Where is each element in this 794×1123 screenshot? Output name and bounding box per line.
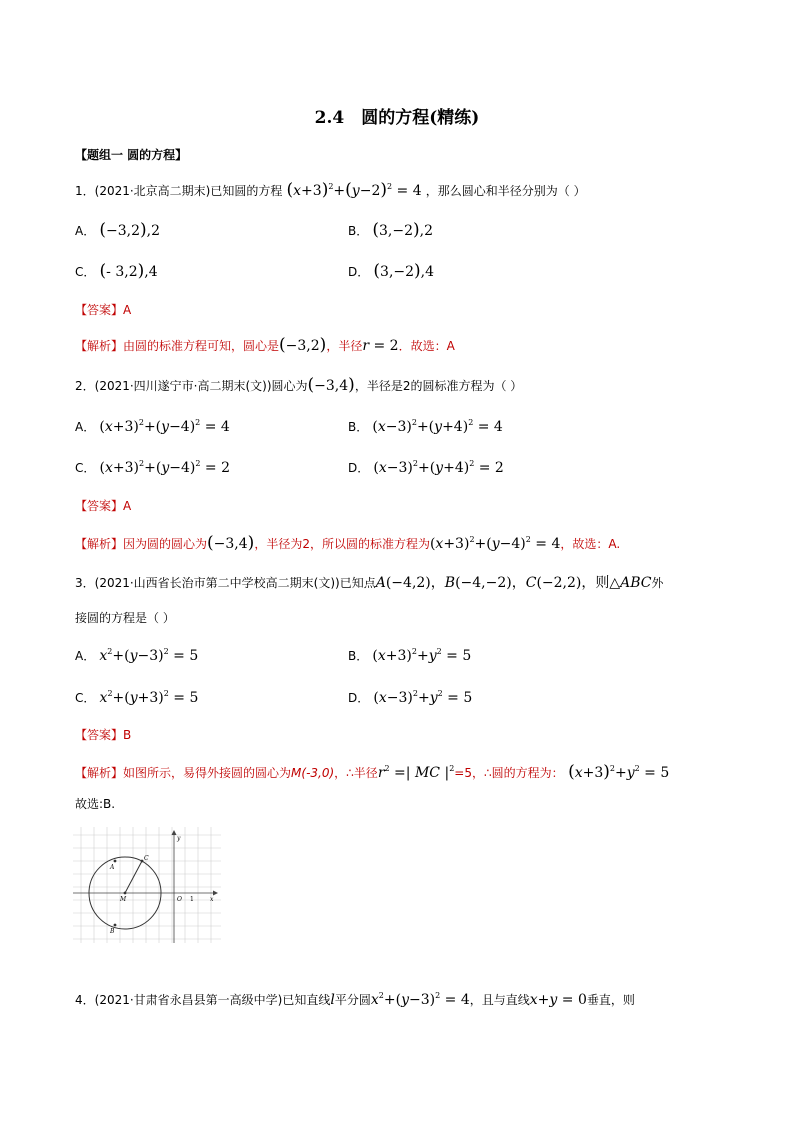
- question-4-stem: 4．(2021·甘肃省永昌县第一高级中学)已知直线l平分圆$x^2+(y-3)^2 = 4$，且与直线x+y = 0垂直，则: [75, 991, 635, 1008]
- option-letter: D．: [348, 265, 370, 279]
- question-3-stem: 3．(2021·山西省长治市第二中学校高二期末(文))已知点A(−4,2)，B(−4,−2)，C(−2,2)，则△ABC外: [75, 575, 664, 591]
- label-x: x: [210, 896, 214, 903]
- q1-analysis: 【解析】由圆的标准方程可知，圆心是(−3,2)，半径r = 2．故选：A: [75, 335, 455, 355]
- question-3-stem-line2: [75, 609, 175, 628]
- q1-equation: $(x+3)^2+(y-2)^2 = 4$: [286, 180, 422, 200]
- group-heading: 【题组一 圆的方程】: [75, 148, 188, 162]
- label-c: C: [144, 855, 149, 862]
- figure-grid: [73, 827, 221, 943]
- option-value: (−3,2),2: [99, 220, 160, 240]
- option-value: (3,−2),2: [372, 220, 434, 240]
- question-2-stem: 2．(2021·四川遂宁市·高二期末(文))圆心为(−3,4)，半径是2的圆标准方程为（ ）: [75, 375, 523, 395]
- label-o: O: [177, 896, 182, 903]
- q2-stem-suffix: ，半径是2的圆标准方程为（ ）: [354, 379, 523, 393]
- x-axis-arrow: [213, 891, 218, 896]
- q4-stem-mid: 平分圆: [334, 993, 371, 1007]
- q4-stem-suffix: 垂直，则: [586, 993, 635, 1007]
- label-y: y: [177, 835, 181, 842]
- label-one: 1: [190, 896, 194, 903]
- point-m: [124, 892, 127, 895]
- analysis-text: ，故选：A.: [560, 537, 621, 551]
- q3-stem-prefix: 3．(2021·山西省长治市第二中学校高二期末(文))已知点: [75, 576, 376, 590]
- q4-stem-prefix: 4．(2021·甘肃省永昌县第一高级中学)已知直线: [75, 993, 331, 1007]
- radius-mc: [125, 861, 142, 893]
- label-m: M: [120, 896, 127, 903]
- analysis-text: 由圆的标准方程可知，圆心是: [123, 339, 280, 353]
- q3-option-a: A． $x^2+(y-3)^2 = 5$: [75, 647, 199, 664]
- label-a: A: [110, 864, 115, 871]
- option-value: (3,−2),4: [373, 261, 435, 281]
- q1-option-c: [75, 262, 158, 282]
- analysis-center: M(-3,0): [291, 766, 335, 780]
- q2-option-a: A． $(x+3)^2+(y-4)^2 = 4$: [75, 418, 230, 435]
- q2-option-d: D． $(x-3)^2+(y+4)^2 = 2$: [348, 459, 504, 476]
- option-letter: A．: [75, 420, 96, 434]
- q2-option-b: B． $(x-3)^2+(y+4)^2 = 4$: [348, 418, 503, 435]
- analysis-conclusion: 故选:B.: [75, 797, 116, 811]
- option-letter: D．: [348, 461, 370, 475]
- option-letter: C．: [75, 691, 96, 705]
- q1-option-d: [348, 262, 434, 282]
- analysis-text: ，半径为2，所以圆的标准方程为: [254, 537, 430, 551]
- analysis-text: ．故选：A: [398, 339, 455, 353]
- q1-option-a: [75, 221, 160, 241]
- option-letter: C．: [75, 461, 96, 475]
- answer-tag: 【答案】: [75, 499, 124, 513]
- option-letter: A．: [75, 224, 96, 238]
- q1-stem-suffix: ，那么圆心和半径分别为（ ）: [425, 184, 586, 198]
- analysis-text: 如图所示，易得外接圆的圆心为: [123, 766, 292, 780]
- q3-stem-line2: 接圆的方程是（ ）: [75, 611, 175, 625]
- analysis-tag: 【解析】: [75, 339, 124, 353]
- q2-answer: [75, 497, 131, 516]
- answer-value: A: [123, 303, 132, 317]
- option-letter: A．: [75, 649, 96, 663]
- answer-value: B: [123, 728, 132, 742]
- option-letter: C．: [75, 265, 96, 279]
- option-value: (- 3,2),4: [99, 261, 158, 281]
- analysis-text: =5，∴圆的方程为：: [454, 766, 564, 780]
- option-letter: B．: [348, 420, 369, 434]
- q2-analysis: 【解析】因为圆的圆心为(−3,4)，半径为2，所以圆的标准方程为$(x+3)^2+(y-4)^2 = 4$，故选：A.: [75, 533, 621, 553]
- q1-stem-prefix: 1．(2021·北京高二期末)已知圆的方程: [75, 184, 283, 198]
- q3-analysis: 【解析】如图所示，易得外接圆的圆心为M(-3,0)，∴半径$r^2$ =| MC $|^2=5$，∴圆的方程为： $(x+3)^2+y^2 = 5$: [75, 762, 670, 782]
- answer-value: A: [123, 499, 132, 513]
- point-c: [141, 860, 144, 863]
- question-1-stem: [75, 181, 586, 201]
- q3-stem-suffix: 外: [651, 576, 664, 590]
- analysis-tag: 【解析】: [75, 766, 124, 780]
- q1-option-b: [348, 221, 433, 241]
- label-b: B: [110, 928, 115, 935]
- option-letter: D．: [348, 691, 370, 705]
- q3-option-d: D． $(x-3)^2+y^2 = 5$: [348, 689, 473, 706]
- page-title: 2.4 圆的方程(精练): [314, 108, 480, 128]
- point-a: [114, 860, 117, 863]
- q4-stem-mid: ，且与直线: [469, 993, 530, 1007]
- q3-analysis-line2: [75, 795, 115, 814]
- point-b: [114, 924, 117, 927]
- q3-option-b: B． $(x+3)^2+y^2 = 5$: [348, 647, 472, 664]
- analysis-text: ，∴半径: [334, 766, 378, 780]
- q3-answer: [75, 726, 131, 745]
- circle-figure: [73, 827, 221, 943]
- q3-option-c: C． $x^2+(y+3)^2 = 5$: [75, 689, 199, 706]
- analysis-text: ，半径: [326, 339, 363, 353]
- analysis-tag: 【解析】: [75, 537, 124, 551]
- q2-stem-prefix: 2．(2021·四川遂宁市·高二期末(文))圆心为: [75, 379, 308, 393]
- option-letter: B．: [348, 649, 369, 663]
- answer-tag: 【答案】: [75, 728, 124, 742]
- q1-answer: [75, 301, 131, 320]
- q2-option-c: C． $(x+3)^2+(y-4)^2 = 2$: [75, 459, 230, 476]
- analysis-text: 因为圆的圆心为: [123, 537, 208, 551]
- answer-tag: 【答案】: [75, 303, 124, 317]
- option-letter: B．: [348, 224, 369, 238]
